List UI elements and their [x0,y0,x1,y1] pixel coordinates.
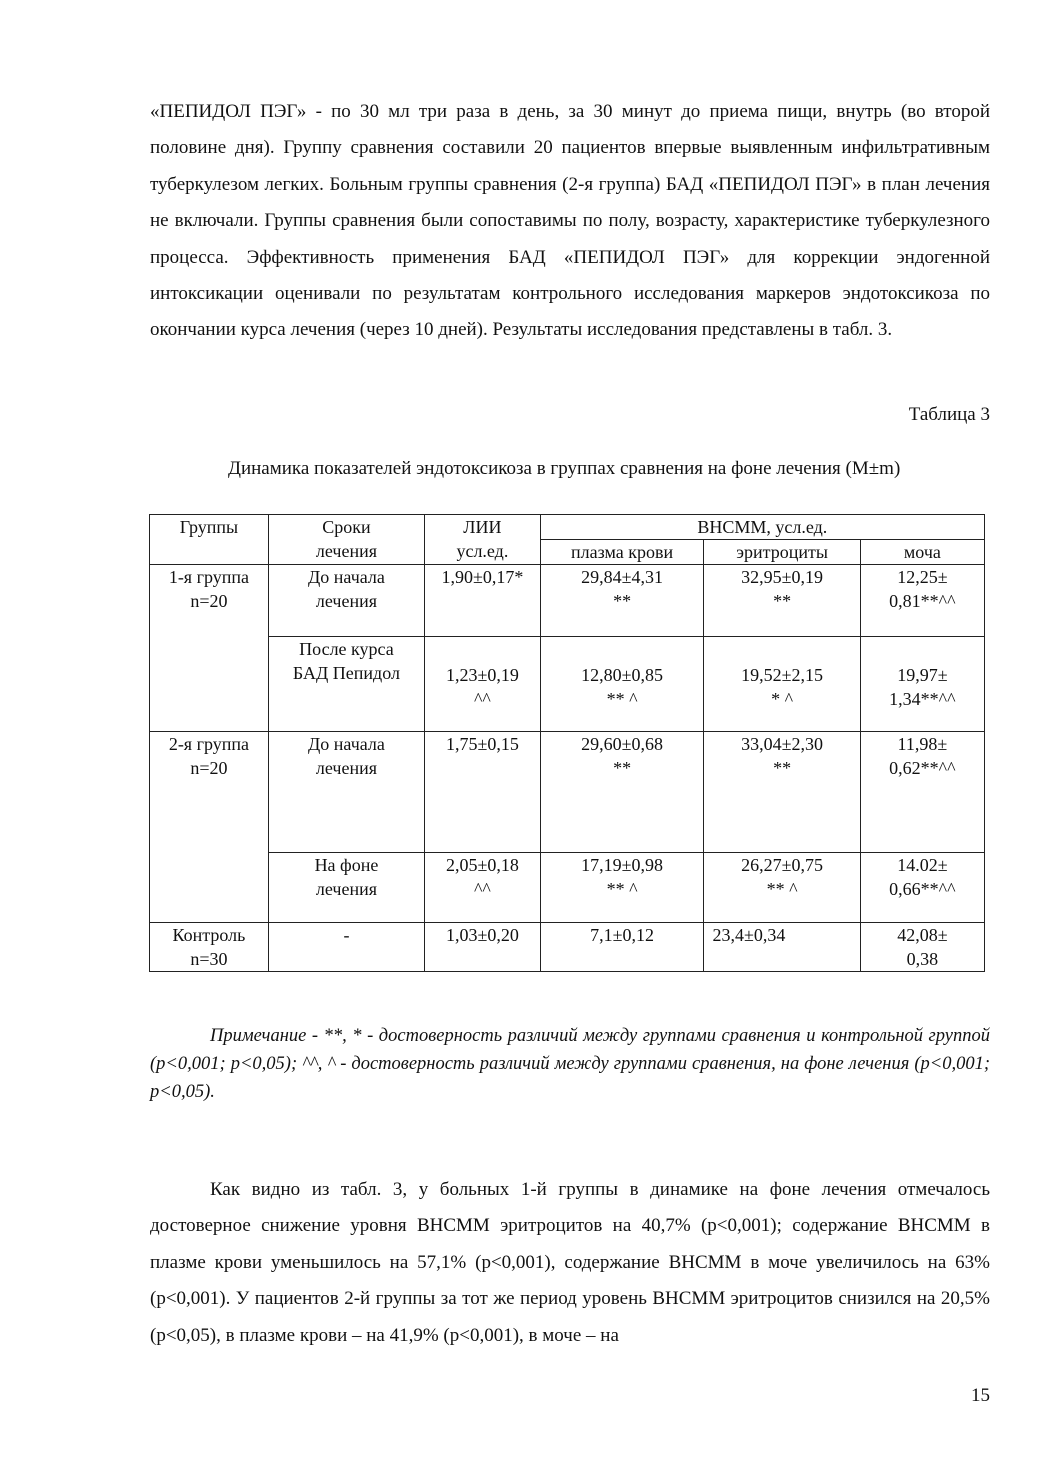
table-label: Таблица 3 [908,404,990,425]
header-lii: ЛИИ усл.ед. [425,515,541,565]
control-urine: 42,08± 0,38 [860,923,984,972]
control-lii: 1,03±0,20 [425,923,541,972]
endotoxicosis-table [149,514,985,972]
table-row [150,853,985,923]
group1-row2-term: После курса БАД Пепидол [268,637,424,732]
header-plasma: плазма крови [540,540,704,565]
group2-row1-plasma: 29,60±0,68 ** [540,732,704,853]
group1-row1-term: До начала лечения [268,565,424,637]
results-paragraph [150,1172,990,1354]
table-row [150,565,985,637]
table-row [150,637,985,732]
control-plasma: 7,1±0,12 [540,923,704,972]
results-paragraph-text: Как видно из табл. 3, у больных 1-й группы в динамике на фоне лечения отмечалось достоверное снижение уровня ВНСММ эритроцитов на 40,7% (p<0,001); содержание ВНСММ в плазме крови уменьшилось на 57,1% (p<0,001), содержание ВНСММ в моче увеличилось на 63% (p<0,001). У пациентов 2-й группы за тот же период уровень ВНСММ эритроцитов снизился на 20,5% (p<0,05), в плазме крови – на 41,9% (p<0,001), в моче – на [150,1179,990,1346]
page-number: 15 [971,1385,990,1406]
control-erythro: 23,4±0,34 [704,923,860,972]
group1-name: 1-я группа n=20 [150,565,269,732]
header-erythro: эритроциты [704,540,860,565]
group1-row1-erythro: 32,95±0,19 ** [704,565,860,637]
group1-row2-plasma: 12,80±0,85 ** ^ [540,637,704,732]
group2-row2-term: На фоне лечения [268,853,424,923]
group2-row2-urine: 14.02± 0,66**^^ [860,853,984,923]
control-term: - [268,923,424,972]
group2-row1-lii: 1,75±0,15 [425,732,541,853]
group2-row2-erythro: 26,27±0,75 ** ^ [704,853,860,923]
table-row [150,732,985,853]
group2-row2-plasma: 17,19±0,98 ** ^ [540,853,704,923]
group1-row1-urine: 12,25± 0,81**^^ [860,565,984,637]
table-note: Примечание - **, * - достоверность различий между группами сравнения и контрольной группой (p<0,001; p<0,05); ^^, ^ - достоверность различий между группами сравнения, на фоне лечения (p<0,001; p<0,05). [150,1026,990,1102]
table-row [150,923,985,972]
header-groups: Группы [150,515,269,565]
intro-paragraph [150,94,990,349]
group1-row1-plasma: 29,84±4,31 ** [540,565,704,637]
group2-row1-urine: 11,98± 0,62**^^ [860,732,984,853]
group1-row1-lii: 1,90±0,17* [425,565,541,637]
intro-paragraph-text: «ПЕПИДОЛ ПЭГ» - по 30 мл три раза в день, за 30 минут до приема пищи, внутрь (во второй половине дня). Группу сравнения составили 20 пациентов впервые выявленным инфильтративным туберкулезом легких. Больным группы сравнения (2-я группа) БАД «ПЕПИДОЛ ПЭГ» в план лечения не включали. Группы сравнения были сопоставимы по полу, возрасту, характеристике туберкулезного процесса. Эффективность применения БАД «ПЕПИДОЛ ПЭГ» для коррекции эндогенной интоксикации оценивали по результатам контрольного исследования маркеров эндотоксикоза по окончании курса лечения (через 10 дней). Результаты исследования представлены в табл. 3. [150,101,990,341]
header-terms: Сроки лечения [268,515,424,565]
table-caption: Динамика показателей эндотоксикоза в группах сравнения на фоне лечения (M±m) [228,458,901,479]
group1-row2-lii: 1,23±0,19 ^^ [425,637,541,732]
group2-name: 2-я группа n=20 [150,732,269,923]
header-vnsmm: ВНСММ, усл.ед. [540,515,984,540]
group1-row2-urine: 19,97± 1,34**^^ [860,637,984,732]
control-name: Контроль n=30 [150,923,269,972]
table-header-row [150,515,985,540]
group2-row1-term: До начала лечения [268,732,424,853]
group2-row2-lii: 2,05±0,18 ^^ [425,853,541,923]
group1-row2-erythro: 19,52±2,15 * ^ [704,637,860,732]
header-urine: моча [860,540,984,565]
group2-row1-erythro: 33,04±2,30 ** [704,732,860,853]
